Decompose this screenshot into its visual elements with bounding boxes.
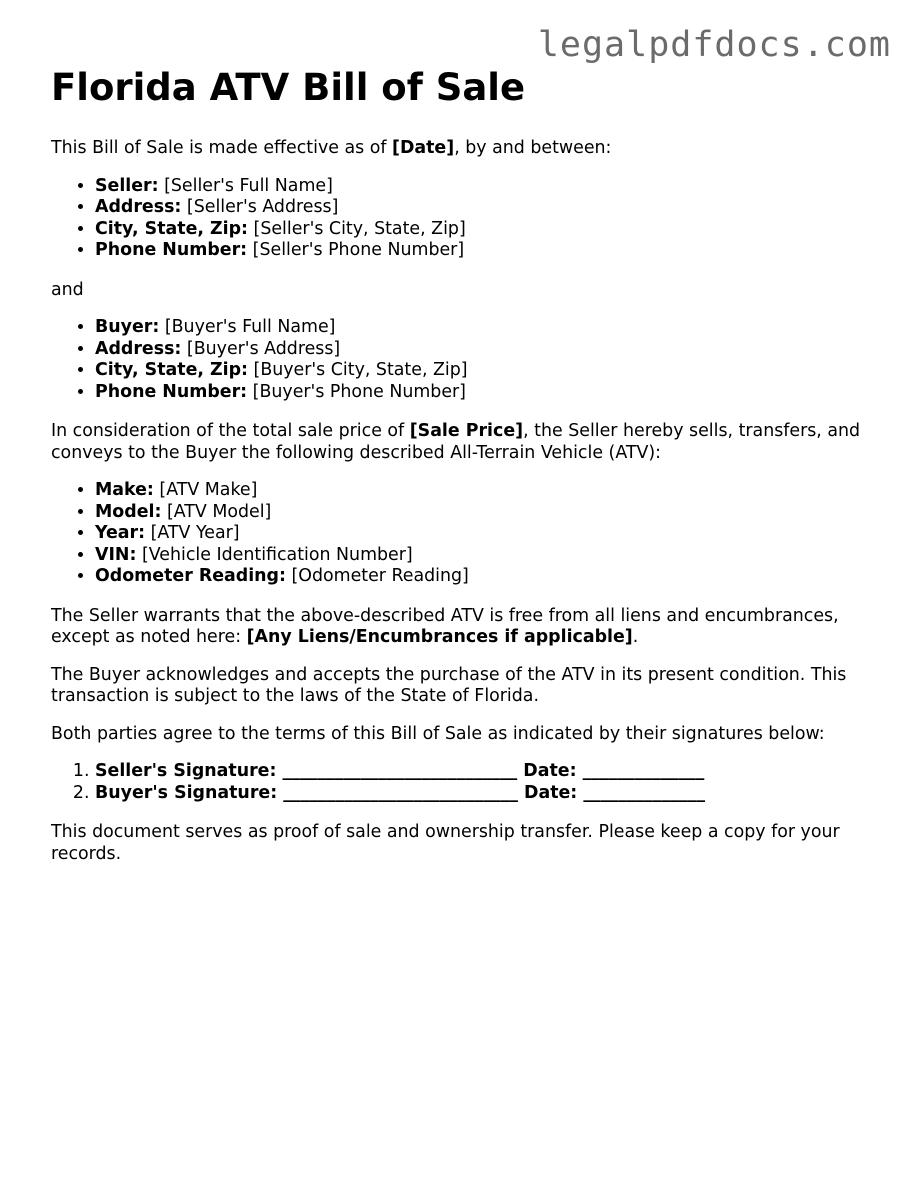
item-value: [Buyer's City, State, Zip] — [248, 360, 468, 380]
signature-text: Buyer's Signature: ___________________________ Date: ______________ — [95, 782, 706, 803]
item-label: Model: — [95, 501, 162, 522]
consideration-before: In consideration of the total sale price of — [51, 421, 410, 441]
buyer-address-item — [95, 339, 881, 361]
watermark: legalpdfdocs.com — [537, 25, 891, 65]
item-value: [Odometer Reading] — [285, 566, 469, 586]
seller-address-item — [95, 197, 881, 219]
date-placeholder: [Date] — [392, 138, 455, 158]
item-value: [Seller's Address] — [181, 197, 339, 217]
seller-phone-item — [95, 240, 881, 262]
item-label: Phone Number: — [95, 381, 248, 402]
buyer-details-list — [51, 317, 881, 403]
item-label: Odometer Reading: — [95, 566, 286, 586]
consideration-paragraph — [51, 421, 881, 464]
acknowledgement-paragraph: The Buyer acknowledges and accepts the purchase of the ATV in its present condition. This transaction is subject to the laws of the State of Florida. — [51, 664, 847, 706]
warranty-after: . — [632, 627, 639, 647]
item-label: Seller: — [95, 175, 159, 196]
item-value: [Seller's City, State, Zip] — [248, 218, 466, 239]
seller-signature-line — [95, 761, 881, 783]
item-value: [ATV Model] — [161, 501, 272, 522]
agreement-paragraph: Both parties agree to the terms of this Bill of Sale as indicated by their signatures below: — [51, 723, 825, 744]
liens-placeholder: [Any Liens/Encumbrances if applicable] — [246, 627, 633, 647]
buyer-phone-item — [95, 382, 881, 404]
item-label: Year: — [95, 523, 146, 543]
vehicle-year-item — [95, 523, 881, 545]
item-label: Buyer: — [95, 317, 160, 337]
item-label: VIN: — [95, 544, 137, 565]
vehicle-odometer-item — [95, 566, 881, 588]
intro-paragraph — [51, 138, 881, 160]
item-value: [Seller's Full Name] — [158, 175, 333, 196]
item-value: [Buyer's Phone Number] — [247, 381, 466, 402]
intro-before: This Bill of Sale is made effective as of — [51, 138, 392, 158]
signature-text: Seller's Signature: ___________________________ Date: ______________ — [95, 761, 705, 781]
vehicle-model-item — [95, 502, 881, 524]
warranty-before: The Seller warrants that the above-described ATV is free from all liens and encumbrances, except as noted here: — [51, 605, 839, 647]
vehicle-vin-item — [95, 545, 881, 567]
sale-price-placeholder: [Sale Price] — [409, 421, 524, 441]
page-title: Florida ATV Bill of Sale — [51, 66, 526, 109]
vehicle-details-list — [51, 480, 881, 588]
seller-details-list — [51, 176, 881, 262]
intro-after: , by and between: — [454, 138, 612, 158]
item-value: [ATV Make] — [153, 480, 258, 500]
buyer-signature-line — [95, 783, 881, 805]
seller-city-item — [95, 219, 881, 241]
item-label: Address: — [95, 197, 182, 217]
item-value: [Buyer's Address] — [181, 338, 341, 359]
document-body — [51, 66, 881, 881]
item-value: [Vehicle Identification Number] — [136, 544, 413, 565]
item-label: City, State, Zip: — [95, 218, 248, 239]
warranty-paragraph — [51, 606, 881, 649]
signature-list — [51, 761, 881, 804]
item-value: [Seller's Phone Number] — [247, 240, 465, 260]
and-text: and — [51, 279, 84, 300]
item-label: City, State, Zip: — [95, 360, 248, 380]
seller-name-item — [95, 176, 881, 198]
item-value: [Buyer's Full Name] — [159, 317, 336, 337]
item-label: Phone Number: — [95, 240, 248, 260]
item-label: Address: — [95, 338, 182, 359]
item-label: Make: — [95, 480, 154, 500]
buyer-city-item — [95, 360, 881, 382]
consideration-after: , the Seller hereby sells, transfers, and conveys to the Buyer the following described All-Terrain Vehicle (ATV): — [51, 421, 861, 463]
closing-paragraph: This document serves as proof of sale and ownership transfer. Please keep a copy for your records. — [51, 822, 840, 864]
item-value: [ATV Year] — [145, 523, 240, 543]
vehicle-make-item — [95, 480, 881, 502]
buyer-name-item — [95, 317, 881, 339]
